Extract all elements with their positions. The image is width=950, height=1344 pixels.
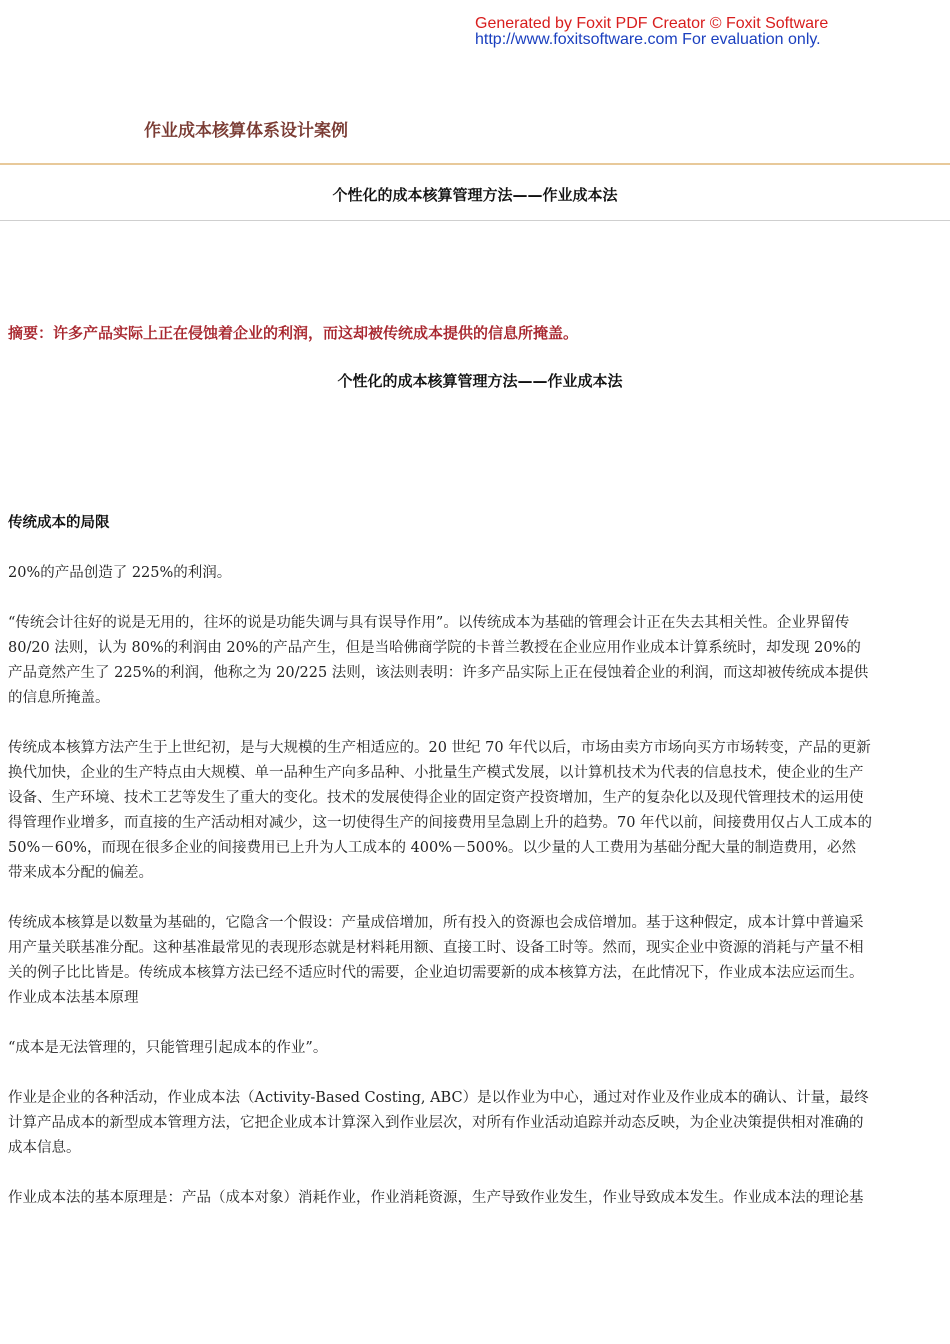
article-body [8, 511, 950, 1211]
article-subtitle: 个性化的成本核算管理方法——作业成本法 [332, 186, 618, 204]
foxit-watermark [475, 16, 828, 48]
paragraph-line: 用产量关联基准分配。这种基准最常见的表现形态就是材料耗用额、直接工时、设备工时等。然而，现实企业中资源的消耗与产量不相 [8, 940, 864, 956]
article-subtitle-repeat: 个性化的成本核算管理方法——作业成本法 [337, 372, 623, 390]
paragraph-line: 传统成本核算方法产生于上世纪初，是与大规模的生产相适应的。20 世纪 70 年代以后，市场由卖方市场向买方市场转变，产品的更新 [8, 740, 871, 756]
document-title: 作业成本核算体系设计案例 [144, 121, 348, 141]
paragraph-history [8, 736, 950, 886]
lead-sentence: 20%的产品创造了 225%的利润。 [8, 565, 232, 581]
watermark-line-1: Generated by Foxit PDF Creator © Foxit Software [475, 15, 829, 32]
subtitle-divider [0, 220, 950, 221]
paragraph-line: 的信息所掩盖。 [8, 690, 110, 706]
paragraph-volume-based [8, 911, 950, 1011]
paragraph-line: 设备、生产环境、技术工艺等发生了重大的变化。技术的发展使得企业的固定资产投资增加，生产的复杂化以及现代管理技术的运用使 [8, 790, 864, 806]
paragraph-line: 80/20 法则，认为 80%的利润由 20%的产品产生，但是当哈佛商学院的卡普兰教授在企业应用作业成本计算系统时，却发现 20%的 [8, 640, 861, 656]
section-heading: 传统成本的局限 [8, 515, 110, 531]
title-divider [0, 163, 950, 165]
paragraph-line: 作业是企业的各种活动，作业成本法（Activity-Based Costing, ABC）是以作业为中心，通过对作业及作业成本的确认、计量，最终 [8, 1090, 869, 1106]
paragraph-abc-principle [8, 1186, 950, 1211]
paragraph-line: 得管理作业增多，而直接的生产活动相对减少，这一切使得生产的间接费用呈急剧上升的趋势。70 年代以前，间接费用仅占人工成本的 [8, 815, 873, 831]
paragraph-line: 换代加快，企业的生产特点由大规模、单一品种生产向多品种、小批量生产模式发展，以计算机技术为代表的信息技术，使企业的生产 [8, 765, 864, 781]
paragraph-line: 带来成本分配的偏差。 [8, 865, 153, 881]
paragraph-line: 成本信息。 [8, 1140, 81, 1156]
paragraph-abc-definition [8, 1086, 950, 1161]
paragraph-line: “传统会计往好的说是无用的，往坏的说是功能失调与具有误导作用”。以传统成本为基础的管理会计正在失去其相关性。企业界留传 [8, 615, 850, 631]
principle-quote: “成本是无法管理的，只能管理引起成本的作业”。 [8, 1040, 328, 1056]
paragraph-line: 50%－60%，而现在很多企业的间接费用已上升为人工成本的 400%－500%。以少量的人工费用为基础分配大量的制造费用，必然 [8, 840, 856, 856]
abstract-text: 摘要：许多产品实际上正在侵蚀着企业的利润，而这却被传统成本提供的信息所掩盖。 [8, 324, 579, 342]
paragraph-line: 产品竟然产生了 225%的利润，他称之为 20/225 法则，该法则表明：许多产品实际上正在侵蚀着企业的利润，而这却被传统成本提供 [8, 665, 869, 681]
paragraph-line: 计算产品成本的新型成本管理方法，它把企业成本计算深入到作业层次，对所有作业活动追踪并动态反映，为企业决策提供相对准确的 [8, 1115, 864, 1131]
paragraph-line: 作业成本法的基本原理是：产品（成本对象）消耗作业，作业消耗资源，生产导致作业发生，作业导致成本发生。作业成本法的理论基 [8, 1190, 864, 1206]
paragraph-traditional-accounting [8, 611, 950, 711]
watermark-line-2: http://www.foxitsoftware.com For evaluation only. [475, 31, 821, 48]
paragraph-line: 关的例子比比皆是。传统成本核算方法已经不适应时代的需要，企业迫切需要新的成本核算方法，在此情况下，作业成本法应运而生。 [8, 965, 864, 981]
paragraph-line: 传统成本核算是以数量为基础的，它隐含一个假设：产量成倍增加，所有投入的资源也会成倍增加。基于这种假定，成本计算中普遍采 [8, 915, 864, 931]
paragraph-line: 作业成本法基本原理 [8, 990, 139, 1006]
